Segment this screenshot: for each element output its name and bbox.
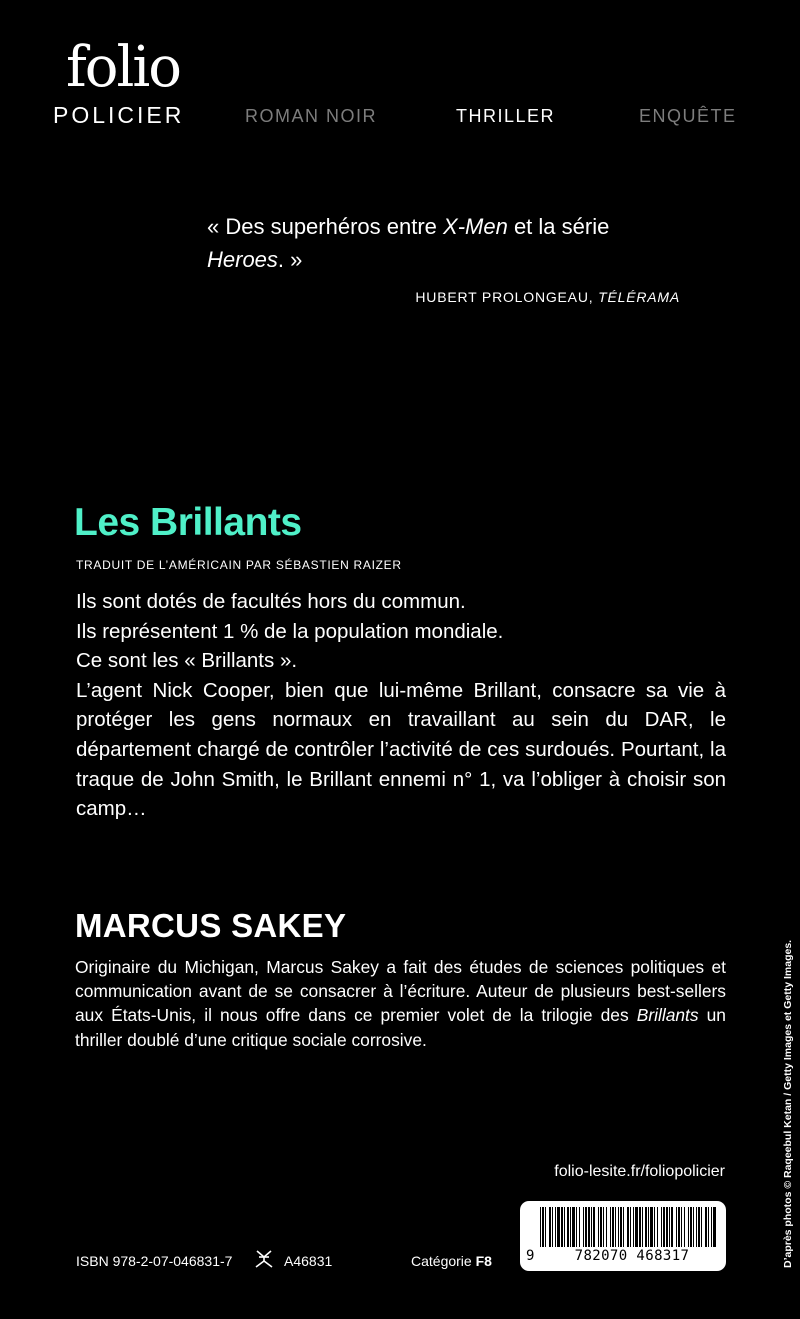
barcode-bar [612, 1207, 614, 1247]
barcode-bar [549, 1207, 551, 1247]
barcode-bar [545, 1207, 546, 1247]
barcode-bar [583, 1207, 584, 1247]
barcode-lead-digit: 9 [526, 1248, 535, 1264]
category: Catégorie F8 [411, 1253, 492, 1269]
barcode-bar [698, 1207, 700, 1247]
website-link[interactable]: folio-lesite.fr/foliopolicier [554, 1163, 725, 1180]
barcode-bar [713, 1207, 716, 1247]
barcode-bar [542, 1207, 544, 1247]
barcode-bar [630, 1207, 631, 1247]
barcode-bar [552, 1207, 553, 1247]
barcode-bar [639, 1207, 641, 1247]
quote-work-xmen: X-Men [443, 214, 508, 239]
book-summary [76, 587, 726, 824]
barcode-bar [572, 1207, 575, 1247]
folio-logo: folio [66, 35, 180, 100]
barcode-bar [669, 1207, 670, 1247]
barcode-bar [701, 1207, 702, 1247]
barcode-bar [564, 1207, 565, 1247]
barcode-bar [708, 1207, 709, 1247]
barcode-bar [606, 1207, 607, 1247]
barcode-bar [600, 1207, 602, 1247]
barcode-bar [684, 1207, 685, 1247]
barcode-bar [598, 1207, 599, 1247]
barcode-bar [588, 1207, 590, 1247]
barcode-bar [610, 1207, 611, 1247]
barcode-bar [661, 1207, 662, 1247]
barcode-bar [650, 1207, 653, 1247]
barcode-bar [591, 1207, 592, 1247]
barcode-bar [642, 1207, 643, 1247]
barcode-bar [676, 1207, 677, 1247]
quote-source: TÉLÉRAMA [598, 289, 680, 305]
barcode-bar [540, 1207, 541, 1247]
barcode-bars [540, 1207, 716, 1251]
barcode-bar [627, 1207, 629, 1247]
summary-line: Ce sont les « Brillants ». [76, 649, 298, 673]
barcode-bar [585, 1207, 587, 1247]
bio-italic-title: Brillants [636, 1005, 699, 1026]
genre-thriller: THRILLER [456, 106, 556, 126]
barcode-bar [693, 1207, 694, 1247]
barcode [520, 1201, 726, 1271]
barcode-bar [688, 1207, 689, 1247]
barcode-bar [657, 1207, 658, 1247]
barcode-bar [623, 1207, 624, 1247]
recycle-logo-icon [253, 1247, 275, 1271]
barcode-bar [635, 1207, 638, 1247]
isbn: ISBN 978-2-07-046831-7 [76, 1253, 233, 1269]
product-code: A46831 [284, 1253, 333, 1269]
barcode-digits: 782070 468317 [574, 1248, 690, 1264]
genre-enquete: ENQUÊTE [639, 106, 737, 126]
barcode-bar [633, 1207, 634, 1247]
barcode-bar [648, 1207, 649, 1247]
barcode-bar [666, 1207, 668, 1247]
barcode-bar [593, 1207, 595, 1247]
collection-name: POLICIER [53, 102, 185, 128]
quote-work-heroes: Heroes [207, 247, 278, 272]
press-quote: « Des superhéros entre X-Men et la série Heroes. » [207, 214, 610, 272]
barcode-bar [663, 1207, 665, 1247]
barcode-bar [705, 1207, 707, 1247]
barcode-bar [671, 1207, 673, 1247]
barcode-bar [690, 1207, 692, 1247]
summary-paragraph: L’agent Nick Cooper, bien que lui-même Brillant, consacre sa vie à protéger les gens normaux en travaillant au sein du DAR, le département chargé de contrôler l’activité de ces surdoués. Pourtant, la traque de John Smith, le Brillant ennemi n° 1, va l’obliger à choisir son camp… [76, 678, 726, 821]
barcode-bar [696, 1207, 697, 1247]
translator-credit: TRADUIT DE L’AMÉRICAIN PAR SÉBASTIEN RAIZER [76, 558, 402, 572]
barcode-bar [570, 1207, 571, 1247]
author-bio: Originaire du Michigan, Marcus Sakey a fait des études de sciences politiques et communication avant de se consacrer à l’écriture. Auteur de plusieurs best-sellers aux États-Unis, il nous offre dans ce premier volet de la trilogie des Brillants un thriller doublé d’une critique sociale corrosive. [75, 957, 726, 1050]
barcode-bar [618, 1207, 619, 1247]
barcode-bar [567, 1207, 569, 1247]
barcode-bar [681, 1207, 682, 1247]
category-value: F8 [475, 1253, 492, 1269]
photo-credit: D’après photos © Raqeebul Ketan / Getty Images et Getty Images. [782, 939, 794, 1268]
barcode-bar [555, 1207, 556, 1247]
barcode-bar [557, 1207, 560, 1247]
summary-line: Ils sont dotés de facultés hors du commun. [76, 590, 466, 613]
author-name: MARCUS SAKEY [75, 907, 347, 944]
barcode-bar [603, 1207, 604, 1247]
genre-roman-noir: ROMAN NOIR [245, 106, 377, 126]
barcode-bar [678, 1207, 680, 1247]
barcode-bar [579, 1207, 580, 1247]
quote-attribution: HUBERT PROLONGEAU, TÉLÉRAMA [415, 289, 680, 305]
barcode-bar [576, 1207, 577, 1247]
book-title: Les Brillants [74, 501, 302, 544]
barcode-bar [645, 1207, 647, 1247]
barcode-bar [561, 1207, 563, 1247]
barcode-bar [620, 1207, 622, 1247]
summary-line: Ils représentent 1 % de la population mondiale. [76, 619, 504, 643]
barcode-bar [711, 1207, 712, 1247]
barcode-bar [615, 1207, 616, 1247]
barcode-bar [654, 1207, 655, 1247]
